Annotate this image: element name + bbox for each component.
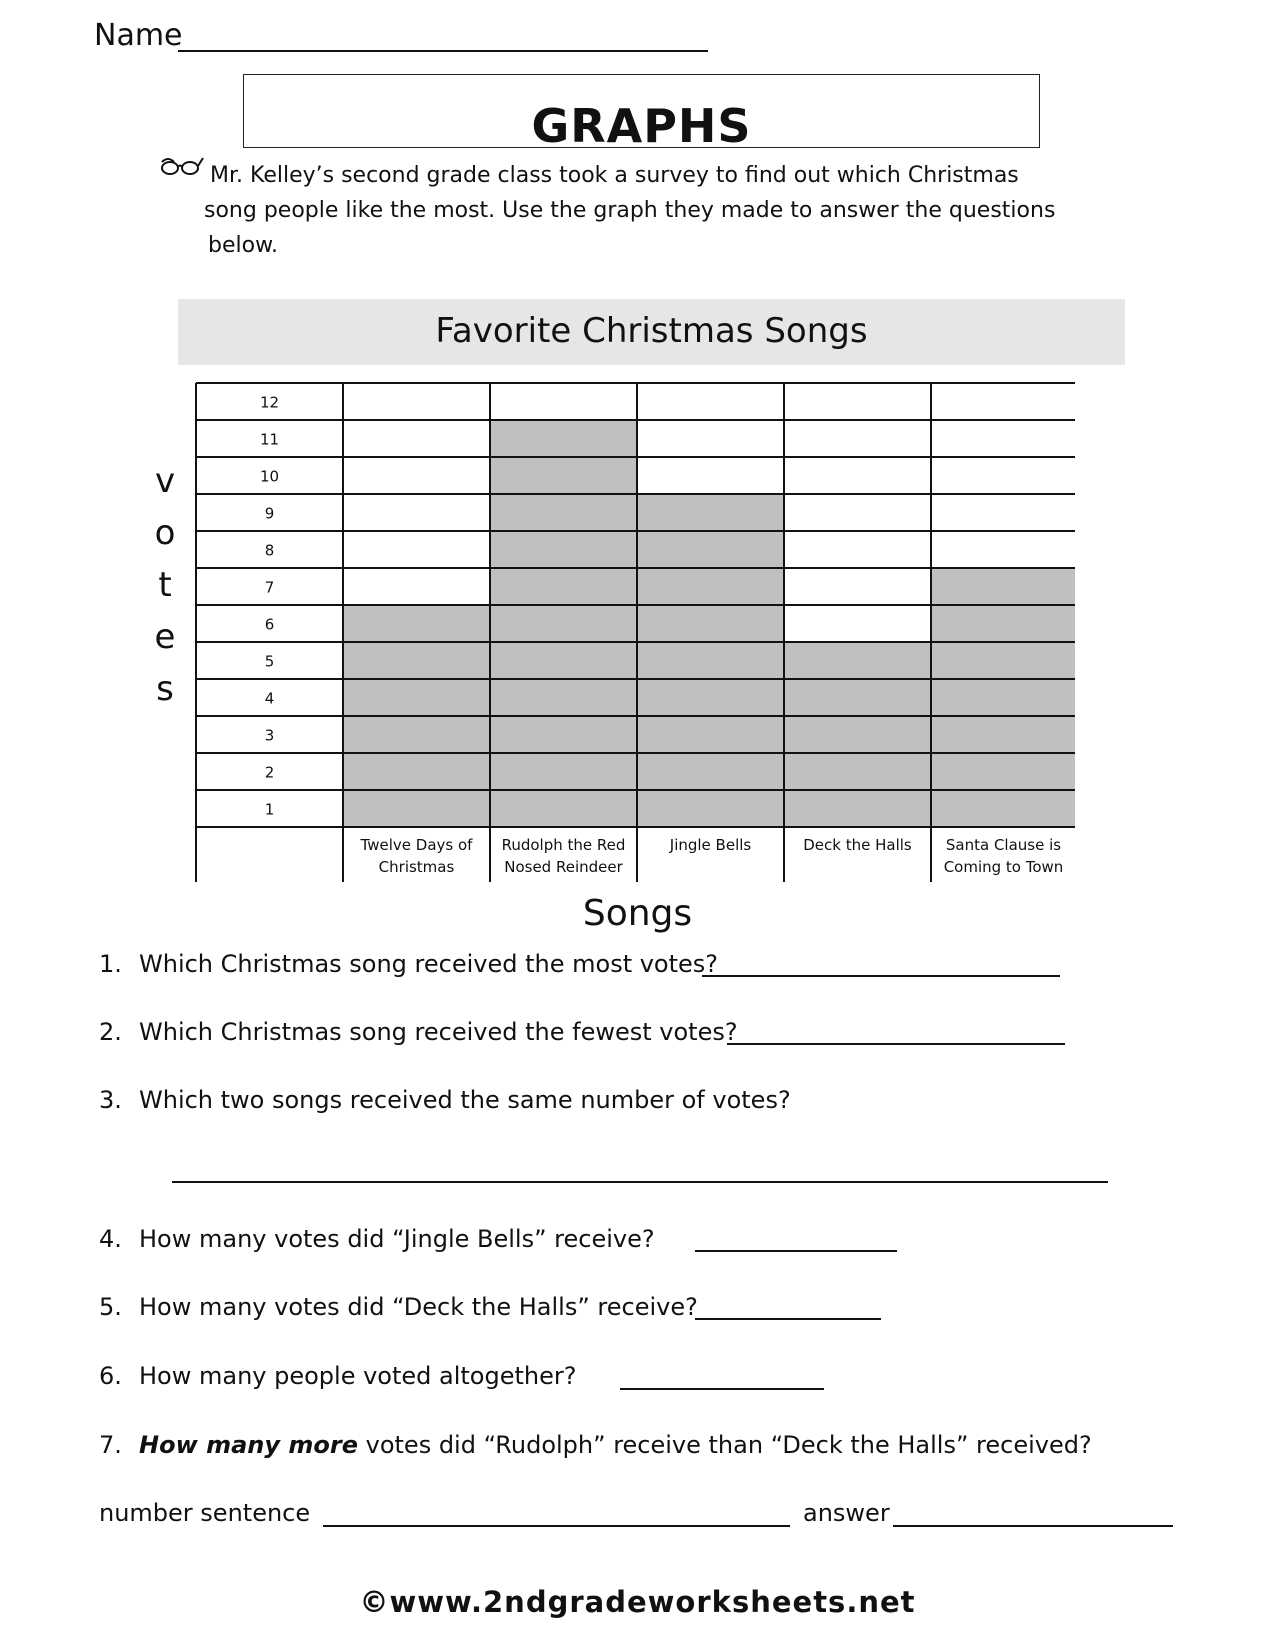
y-tick-label: 2	[264, 763, 275, 782]
question-number: 7.	[99, 1431, 122, 1459]
y-tick-label: 3	[264, 726, 275, 745]
y-tick-label: 7	[264, 578, 275, 597]
y-tick-label: 9	[264, 504, 275, 523]
question-text: Which Christmas song received the fewest votes?	[139, 1018, 738, 1046]
x-tick-label: Santa Clause is	[945, 836, 1062, 854]
answer-line-7[interactable]	[893, 1525, 1173, 1527]
question-text: votes did “Rudolph” receive than “Deck the Halls” received?	[358, 1431, 1092, 1459]
question-text: How many people voted altogether?	[139, 1362, 577, 1390]
question-5	[99, 1293, 698, 1321]
answer-line-2[interactable]	[727, 1043, 1065, 1045]
footer-copyright: ©www.2ndgradeworksheets.net	[359, 1585, 916, 1619]
number-sentence-label: number sentence	[99, 1499, 311, 1527]
question-number: 3.	[99, 1086, 122, 1114]
name-answer-line[interactable]	[178, 50, 708, 52]
bar	[784, 642, 931, 827]
y-tick-label: 11	[259, 430, 280, 449]
page-title: GRAPHS	[531, 99, 752, 153]
y-tick-label: 1	[264, 800, 275, 819]
x-axis-label: Songs	[582, 893, 693, 934]
bar-chart	[195, 382, 1075, 882]
x-tick-label: Coming to Town	[943, 858, 1064, 876]
question-emphasis: How many more	[139, 1431, 358, 1459]
intro-line: Mr. Kelley’s second grade class took a survey to find out which Christmas	[210, 163, 1019, 188]
bar	[931, 568, 1075, 827]
y-tick-label: 10	[259, 467, 280, 486]
y-tick-label: 5	[264, 652, 275, 671]
question-4	[99, 1225, 655, 1253]
x-tick-label: Twelve Days of	[360, 836, 473, 854]
x-tick-label: Jingle Bells	[669, 836, 752, 854]
question-number: 1.	[99, 950, 122, 978]
x-tick-label: Christmas	[378, 858, 455, 876]
question-number: 4.	[99, 1225, 122, 1253]
y-tick-label: 4	[264, 689, 275, 708]
question-2	[99, 1018, 738, 1046]
number-sentence-line[interactable]	[323, 1525, 790, 1527]
y-axis-label	[150, 455, 180, 715]
y-tick-label: 6	[264, 615, 275, 634]
question-7	[99, 1431, 1092, 1459]
answer-line-6[interactable]	[620, 1388, 824, 1390]
question-1	[99, 950, 718, 978]
x-tick-label: Nosed Reindeer	[504, 858, 623, 876]
x-tick-label: Rudolph the Red	[501, 836, 626, 854]
glasses-icon	[160, 154, 204, 178]
question-text: How many votes did “Jingle Bells” receive?	[139, 1225, 655, 1253]
x-tick-label: Deck the Halls	[803, 836, 912, 854]
answer-label: answer	[803, 1499, 890, 1527]
answer-line-3[interactable]	[172, 1181, 1108, 1183]
y-axis-label-letter: o	[154, 513, 176, 553]
question-number: 5.	[99, 1293, 122, 1321]
answer-line-4[interactable]	[695, 1250, 897, 1252]
title-box	[243, 74, 1040, 153]
y-axis-label-letter: t	[158, 565, 172, 605]
y-tick-label: 8	[264, 541, 275, 560]
y-axis-label-letter: e	[154, 617, 176, 657]
chart-title-band	[178, 299, 1125, 365]
intro-line: song people like the most. Use the graph they made to answer the questions	[204, 198, 1056, 223]
question-number: 6.	[99, 1362, 122, 1390]
intro-line: below.	[208, 233, 279, 258]
question-3	[99, 1086, 791, 1114]
question-text: How many votes did “Deck the Halls” receive?	[139, 1293, 698, 1321]
y-tick-label: 12	[259, 393, 280, 412]
y-axis-label-letter: s	[156, 669, 174, 709]
question-6	[99, 1362, 576, 1390]
y-axis-label-letter: v	[154, 461, 176, 501]
chart-title: Favorite Christmas Songs	[435, 311, 868, 351]
name-label: Name	[94, 18, 183, 53]
question-text: Which Christmas song received the most votes?	[139, 950, 719, 978]
bar	[637, 494, 784, 827]
bar	[490, 420, 637, 827]
intro-paragraph	[204, 158, 1110, 263]
question-number: 2.	[99, 1018, 122, 1046]
answer-line-1[interactable]	[702, 975, 1060, 977]
question-text: Which two songs received the same number of votes?	[139, 1086, 791, 1114]
answer-line-5[interactable]	[695, 1318, 881, 1320]
